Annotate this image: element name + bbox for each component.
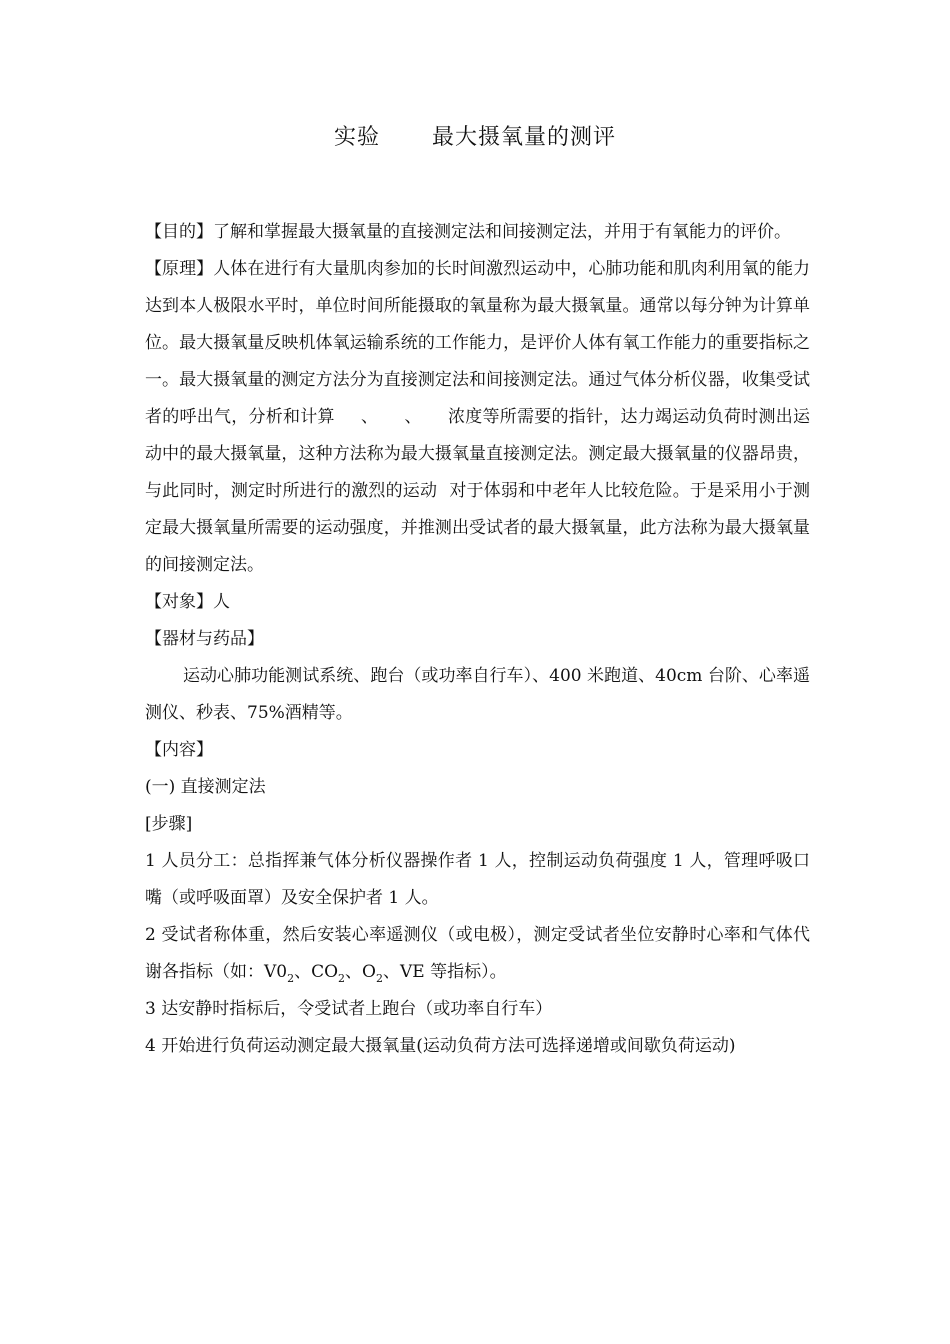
subject-text: 人 bbox=[213, 592, 230, 612]
principle-separator-2: 、 bbox=[404, 407, 422, 427]
purpose-paragraph bbox=[145, 214, 810, 251]
steps-label: [步骤] bbox=[145, 814, 193, 834]
subject-label: 【对象】 bbox=[145, 592, 213, 612]
equipment-text: 运动心肺功能测试系统、跑台（或功率自行车）、400 米跑道、40cm 台阶、心率遥测仪、秒表、75%酒精等。 bbox=[145, 666, 810, 723]
page-title bbox=[0, 120, 950, 151]
principle-paragraph bbox=[145, 251, 810, 584]
principle-text-3: 对于体弱和中老年人比较危险。于是采用小于测定最大摄氧量所需要的运动强度，并推测出受试者的最大摄氧量，此方法称为最大摄氧量的间接测定法。 bbox=[145, 481, 811, 575]
principle-separator-1: 、 bbox=[360, 407, 379, 427]
equipment-heading: 【器材与药品】 bbox=[145, 629, 264, 649]
title-part-2: 最大摄氧量的测评 bbox=[432, 125, 617, 150]
purpose-text: 了解和掌握最大摄氧量的直接测定法和间接测定法，并用于有氧能力的评价。 bbox=[213, 222, 791, 242]
purpose-label: 【目的】 bbox=[145, 222, 213, 242]
step-2: 2 受试者称体重，然后安装心率遥测仪（或电极），测定受试者坐位安静时心率和气体代谢各指标（如：$V0_2$、$CO_2$、$O_2$、VE 等指标）。 bbox=[145, 925, 810, 985]
step-3: 3 达安静时指标后，令受试者上跑台（或功率自行车） bbox=[145, 999, 553, 1019]
section-direct-method: (一) 直接测定法 bbox=[145, 777, 266, 797]
principle-label: 【原理】 bbox=[145, 259, 214, 279]
subject-paragraph bbox=[145, 584, 810, 621]
principle-text-1: 人体在进行有大量肌肉参加的长时间激烈运动中，心肺功能和肌肉利用氧的能力达到本人极限水平时，单位时间所能摄取的氧量称为最大摄氧量。通常以每分钟为计算单位。最大摄氧量反映机体氧运输系统的工作能力，是评价人体有氧工作能力的重要指标之一。最大摄氧量的测定方法分为直接测定法和间接测定法。通过气体分析仪器，收集受试者的呼出气，分析和计算 bbox=[145, 259, 811, 427]
content-heading: 【内容】 bbox=[145, 740, 213, 760]
step-4: 4 开始进行负荷运动测定最大摄氧量(运动负荷方法可选择递增或间歇负荷运动) bbox=[145, 1036, 736, 1056]
step-1: 1 人员分工：总指挥兼气体分析仪器操作者 1 人，控制运动负荷强度 1 人，管理呼吸口嘴（或呼吸面罩）及安全保护者 1 人。 bbox=[145, 851, 810, 908]
principle-text-2: 浓度等所需要的指针，达力竭运动负荷时测出运动中的最大摄氧量，这种方法称为最大摄氧量直接测定法。测定最大摄氧量的仪器昂贵，与此同时，测定时所进行的激烈的运动 bbox=[145, 407, 810, 501]
title-part-1: 实验 bbox=[333, 125, 380, 150]
document-body bbox=[145, 214, 810, 1065]
